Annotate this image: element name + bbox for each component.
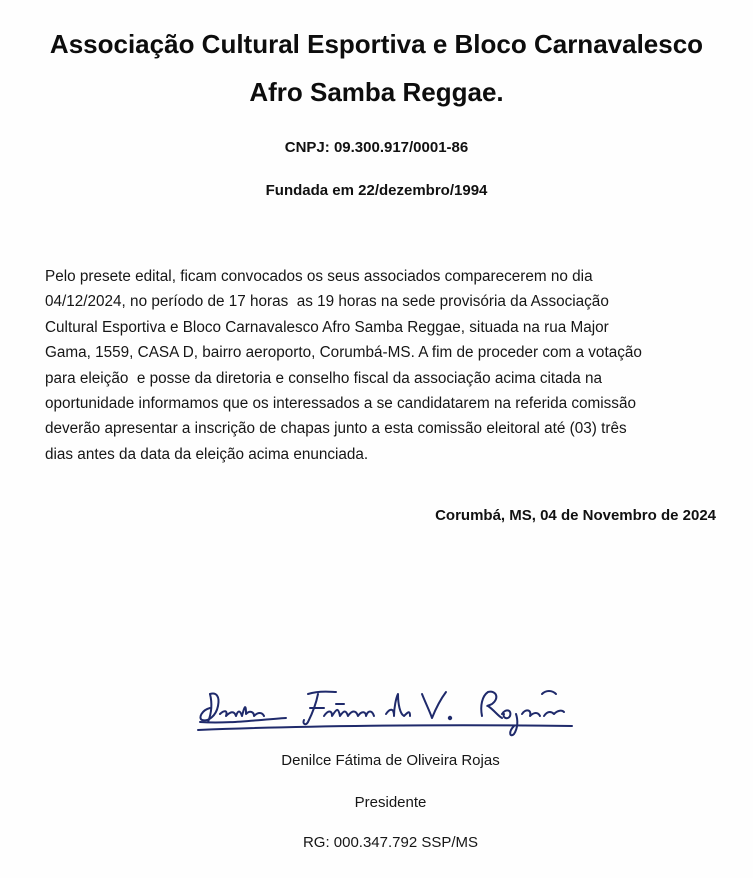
body-line: Cultural Esportiva e Bloco Carnavalesco Afro Samba Reggae, situada na rua Major <box>45 318 609 336</box>
association-title-line-2: Afro Samba Reggae. <box>249 77 504 107</box>
association-title-line-1: Associação Cultural Esportiva e Bloco Carnavalesco <box>49 29 704 59</box>
signer-name: Denilce Fátima de Oliveira Rojas <box>281 752 500 769</box>
body-line: para eleição e posse da diretoria e conselho fiscal da associação acima citada na <box>45 369 602 387</box>
body-line: Gama, 1559, CASA D, bairro aeroporto, Corumbá-MS. A fim de proceder com a votação <box>45 344 642 362</box>
signer-role: Presidente <box>354 794 427 811</box>
edital-body <box>45 264 717 467</box>
body-line: deverão apresentar a inscrição de chapas junto a esta comissão eleitoral até (03) três <box>45 420 627 438</box>
signer-id-document: RG: 000.347.792 SSP/MS <box>302 834 479 851</box>
body-line: oportunidade informamos que os interessados a se candidatarem na referida comissão <box>45 395 636 413</box>
handwritten-signature <box>196 680 576 744</box>
founding-date: Fundada em 22/dezembro/1994 <box>265 182 488 199</box>
body-line: 04/12/2024, no período de 17 horas as 19 horas na sede provisória da Associação <box>45 293 609 311</box>
place-and-date: Corumbá, MS, 04 de Novembro de 2024 <box>435 507 716 524</box>
body-line: Pelo presete edital, ficam convocados os seus associados comparecerem no dia <box>45 268 593 285</box>
body-line: dias antes da data da eleição acima enunciada. <box>45 445 369 463</box>
cnpj-number: CNPJ: 09.300.917/0001-86 <box>284 139 469 156</box>
